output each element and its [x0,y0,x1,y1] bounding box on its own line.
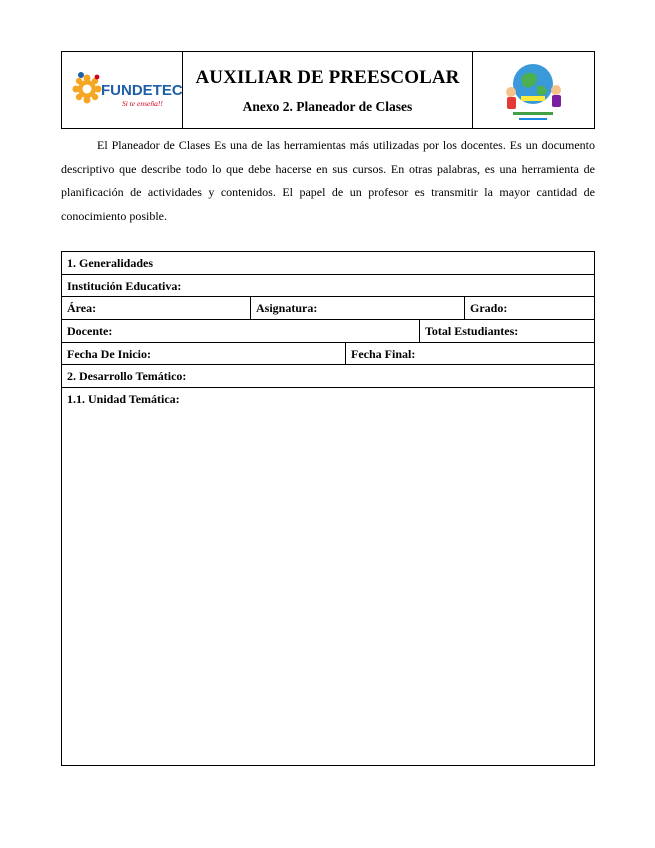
row-docente [62,320,594,343]
row-desarrollo [62,365,594,388]
intro-paragraph: El Planeador de Clases Es una de las herramientas más utilizadas por los docentes. Es un documento descriptivo que describe todo lo que debe hacerse en sus cursos. En otras palabras, es una herramienta de planificación de actividades y contenidos. El papel de un profesor es transmitir la mayor cantidad de conocimiento posible. [61,138,595,223]
class-planner-form [61,251,595,766]
gear-flower-icon [70,68,183,112]
row-unidad [62,388,594,764]
document-subtitle: Anexo 2. Planeador de Clases [242,99,413,114]
field-fecha-final[interactable]: Fecha Final: [345,343,594,365]
row-institucion [62,275,594,298]
field-institucion[interactable]: Institución Educativa: [67,278,182,293]
field-total-estudiantes[interactable]: Total Estudiantes: [419,320,594,342]
header-table [61,51,595,129]
field-asignatura[interactable]: Asignatura: [250,297,464,319]
field-fecha-inicio[interactable]: Fecha De Inicio: [67,346,151,361]
document-title: AUXILIAR DE PREESCOLAR [195,67,460,88]
field-area[interactable]: Área: [67,301,97,316]
logo-brand-text: FUNDETEC [101,82,183,99]
row-fechas [62,343,594,366]
field-grado[interactable]: Grado: [464,297,594,319]
section-desarrollo-tematico: 2. Desarrollo Temático: [67,369,187,384]
field-unidad-tematica[interactable]: 1.1. Unidad Temática: [67,392,180,407]
section-generalidades: 1. Generalidades [67,256,153,270]
field-docente[interactable]: Docente: [67,324,113,339]
row-area [62,297,594,320]
preschool-children-globe-icon [499,56,569,124]
header-title-cell [183,52,473,128]
logo-tagline-text: Si te enseña!! [122,99,163,108]
preschool-logo [473,52,594,128]
row-generalidades [62,252,594,275]
fundetec-logo [62,52,183,128]
